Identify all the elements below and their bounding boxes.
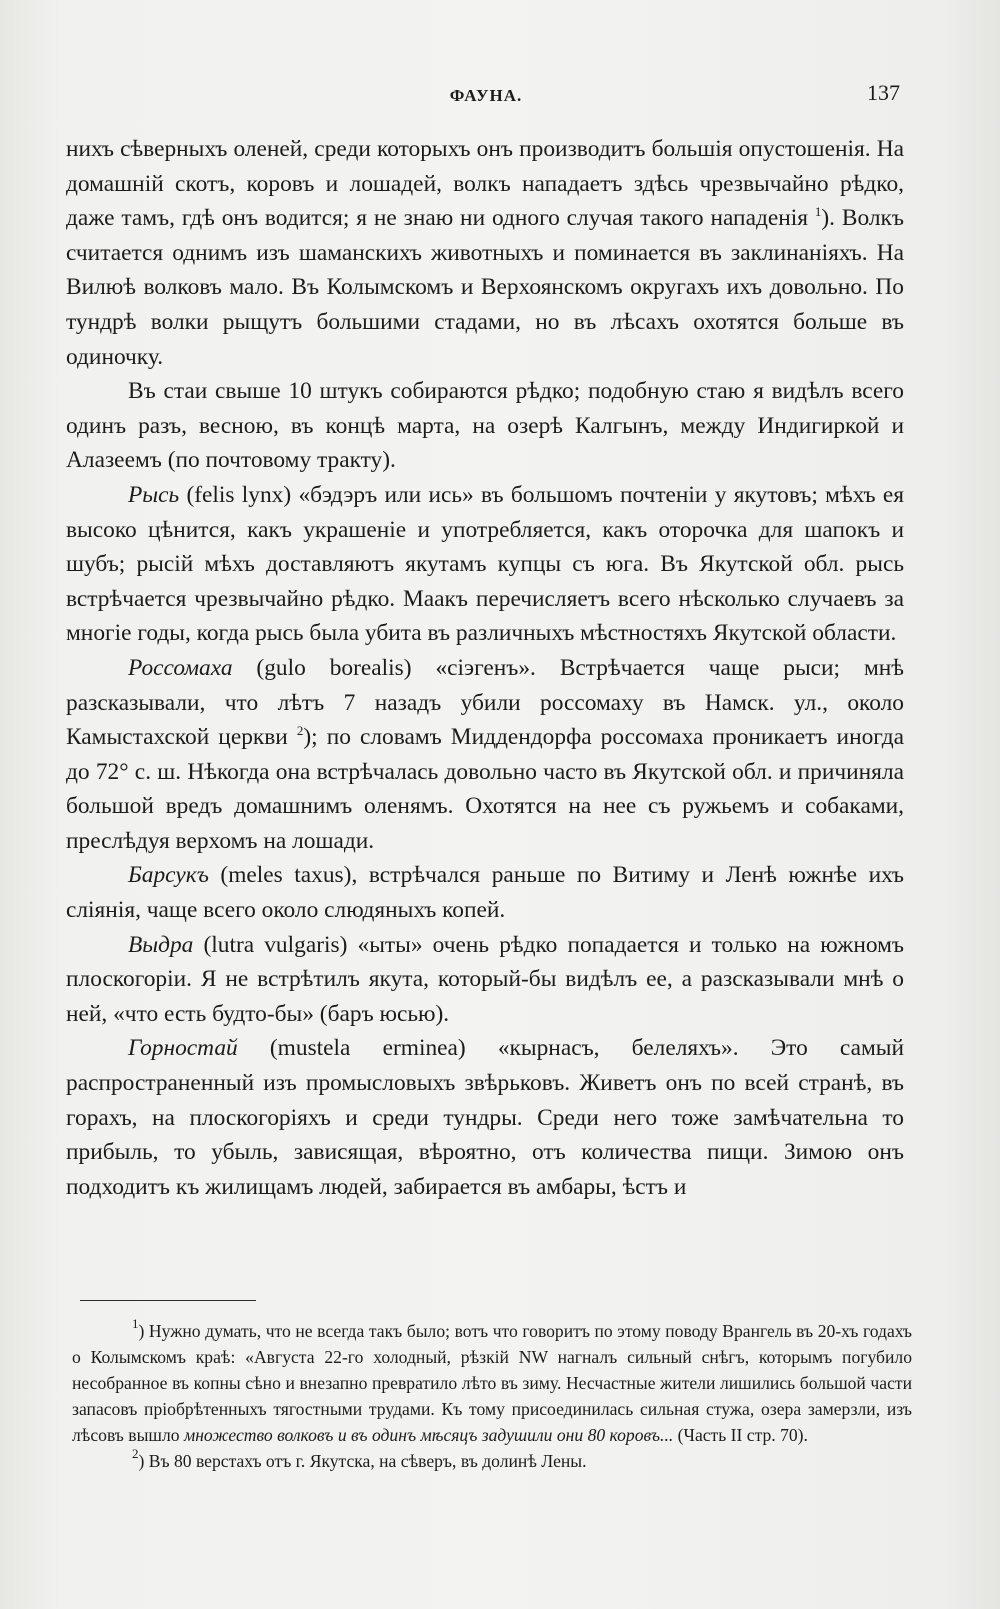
page-header [72, 80, 900, 110]
footnote-divider [80, 1300, 256, 1301]
page-number: 137 [867, 80, 900, 105]
species-term: Барсукъ [128, 862, 209, 889]
footnote-2 [72, 1448, 912, 1474]
text-run: (felis lynx) «бэдэръ или ись» въ большомъ почтеніи у якутовъ; мѣхъ ея высоко цѣнится, какъ украшеніе и употребляется, какъ оторочка для шапокъ и шубъ; рысій мѣхъ доставляютъ якутамъ купцы съ юга. Въ Якутской обл. рысь встрѣчается чрезвычайно рѣдко. Маакъ перечисляетъ всего нѣсколько случаевъ за многіе годы, когда рысь была убита въ различныхъ мѣстностяхъ Якутской области. [66, 481, 904, 647]
paragraph-wolf-packs: Въ стаи свыше 10 штукъ собираются рѣдко; подобную стаю я видѣлъ всего одинъ разъ, весною, въ концѣ марта, на озерѣ Калгынъ, между Индигиркой и Алазеемъ (по почтовому тракту). [66, 378, 904, 474]
species-term: Рысь [128, 481, 180, 508]
footnote-mark: 1 [132, 1316, 139, 1331]
species-term: Россомаха [128, 654, 233, 681]
paragraph-wolverine [66, 651, 904, 859]
paragraph-ermine [66, 1031, 904, 1204]
text-run: нихъ сѣверныхъ оленей, среди которыхъ онъ производитъ большія опустошенія. На домашній скотъ, коровъ и лошадей, волкъ нападаетъ здѣсь чрезвычайно рѣдко, даже тамъ, гдѣ онъ водится; я не знаю ни одного случая такого нападенія [66, 136, 904, 232]
footnotes [72, 1318, 912, 1474]
species-term: Выдра [128, 931, 194, 958]
paragraph-wolf-continued [66, 132, 904, 374]
footnote-ref-2[interactable]: 2 [296, 723, 304, 739]
paragraph-badger [66, 858, 904, 927]
text-run: ); по словамъ Миддендорфа россомаха проникаетъ иногда до 72° с. ш. Нѣкогда она встрѣчалась довольно часто въ Якутской обл. и причиняла большой вредъ домашнимъ оленямъ. Охотятся на нее съ ружьемъ и собаками, преслѣдуя верхомъ на лошади. [66, 724, 904, 854]
text-run: (lutra vulgaris) «ыты» очень рѣдко попадается и только на южномъ плоскогоріи. Я не встрѣтилъ якута, который-бы видѣлъ ее, а разсказывали мнѣ о ней, «что есть будто-бы» (баръ юсью). [66, 931, 904, 1027]
paragraph-lynx [66, 478, 904, 651]
footnote-mark: 2 [132, 1446, 139, 1461]
footnote-1 [72, 1318, 912, 1448]
text-run: ). Волкъ считается однимъ изъ шаманскихъ животныхъ и поминается въ заклинаніяхъ. На Вилюѣ волковъ мало. Въ Колымскомъ и Верхоянскомъ округахъ ихъ довольно. По тундрѣ волки рыщутъ большими стадами, но въ лѣсахъ охотятся больше въ одиночку. [66, 205, 904, 370]
paragraph-otter [66, 928, 904, 1032]
text-run: (Часть II стр. 70). [673, 1425, 808, 1445]
species-term: Горностай [128, 1035, 238, 1062]
running-title: ФАУНА. [449, 86, 523, 105]
text-run: ) Въ 80 верстахъ отъ г. Якутска, на сѣверъ, въ долинѣ Лены. [138, 1451, 587, 1471]
text-run: (meles taxus), встрѣчался раньше по Витиму и Ленѣ южнѣе ихъ сліянія, чаще всего около слюдяныхъ копей. [66, 862, 904, 924]
quote-italic: множество волковъ и въ одинъ мѣсяцъ задушили они 80 коровъ... [183, 1425, 674, 1445]
text-run: ) Нужно думать, что не всегда такъ было; вотъ что говоритъ по этому поводу Врангель въ 20-хъ годахъ о Колымскомъ краѣ: «Августа 22-го холодный, рѣзкій NW нагналъ сильный снѣгъ, которымъ погубило несобранное въ копны сѣно и внезапно превратило лѣто въ зиму. Несчастные жители лишились большой части запасовъ пріобрѣтенныхъ тягостными трудами. Къ тому присоединилась сильная стужа, озера замерзли, изъ лѣсовъ вышло [72, 1321, 912, 1445]
text-run: (mustela erminea) «кырнасъ, белеляхъ». Это самый распространенный изъ промысловыхъ звѣрьковъ. Живетъ онъ по всей странѣ, въ горахъ, на плоскогоріяхъ и среди тундры. Среди него тоже замѣчательна то прибыль, то убыль, зависящая, вѣроятно, отъ количества пищи. Зимою онъ подходитъ къ жилищамъ людей, забирается въ амбары, ѣстъ и [66, 1035, 904, 1200]
footnote-ref-1[interactable]: 1 [814, 204, 822, 220]
text-run: (gulo borealis) «сіэгенъ». Встрѣчается чаще рыси; мнѣ разсказывали, что лѣтъ 7 назадъ убили россомаху въ Намск. ул., около Камыстахской церкви [66, 654, 904, 751]
main-text [66, 132, 904, 1204]
